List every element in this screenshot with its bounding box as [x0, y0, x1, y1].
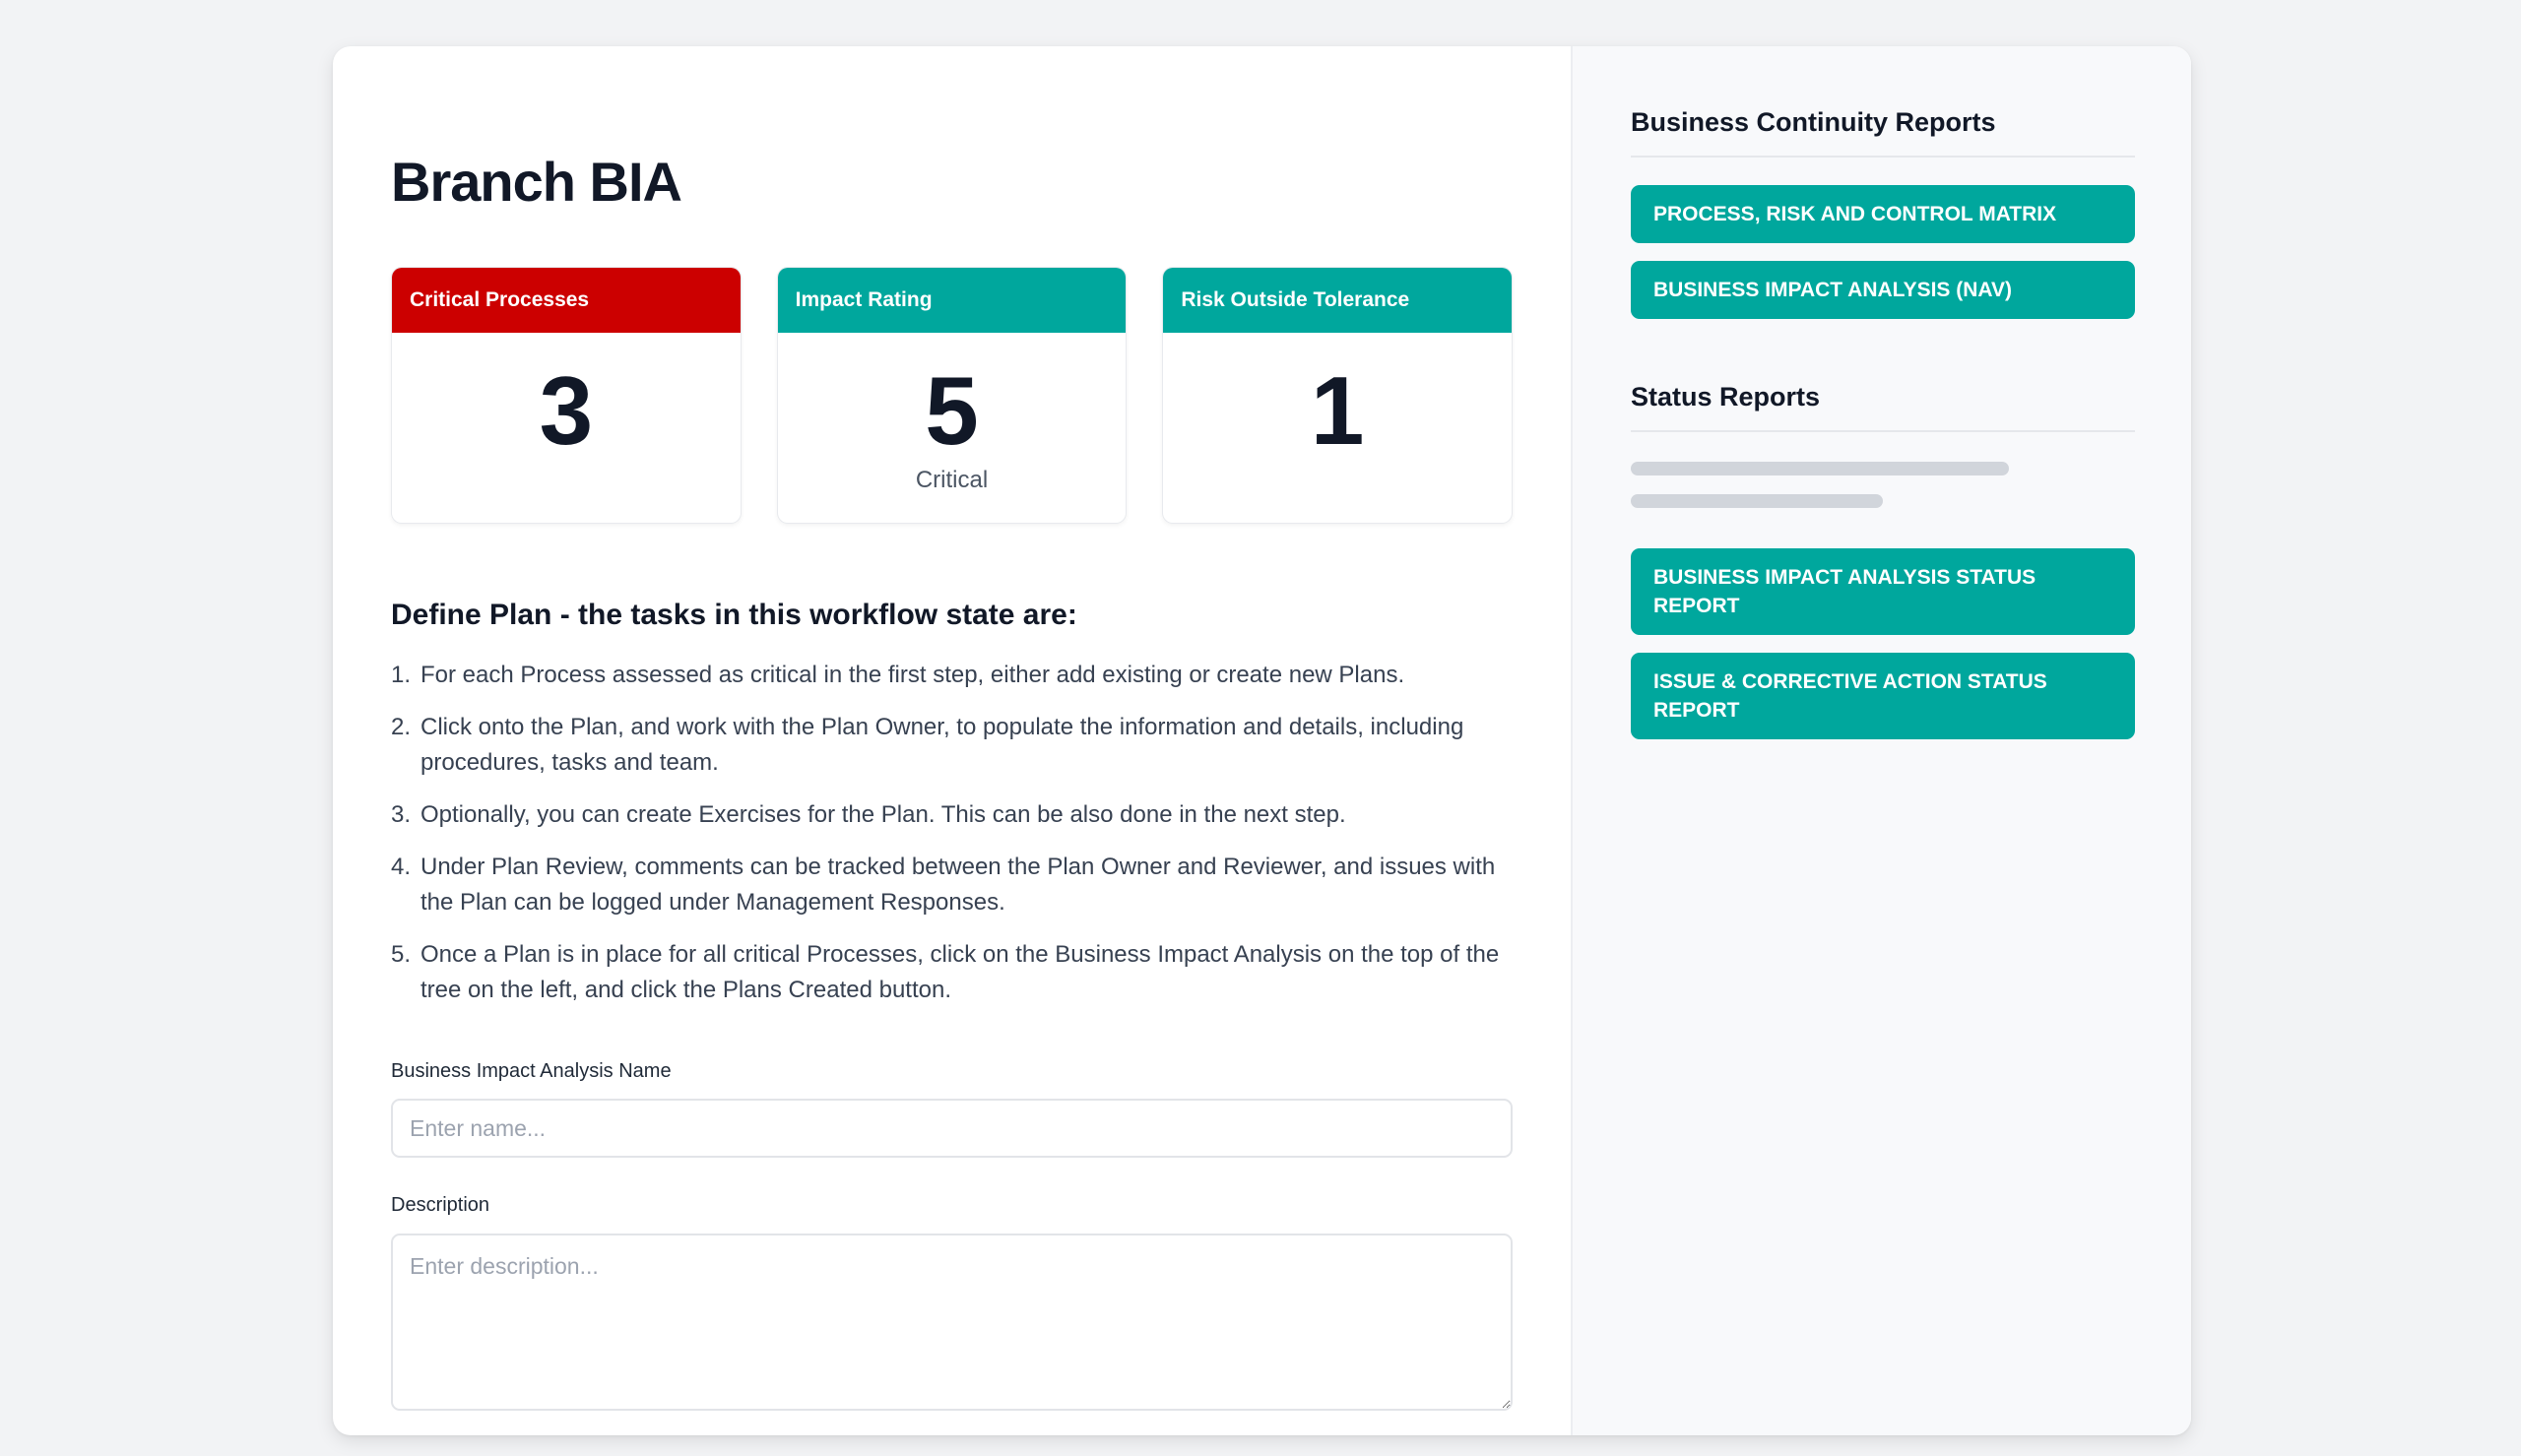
bia-name-label: Business Impact Analysis Name	[391, 1060, 672, 1082]
loading-skeleton	[1631, 462, 2135, 508]
main-panel	[333, 46, 1571, 1435]
stat-value: 1	[1310, 356, 1365, 465]
stat-card-critical-processes	[391, 267, 742, 524]
workflow-task-list	[391, 658, 1514, 1008]
stat-card-impact-rating	[777, 267, 1128, 524]
stat-header: Critical Processes	[392, 268, 741, 333]
stat-subtitle: Critical	[915, 467, 989, 493]
bia-card	[333, 46, 2191, 1435]
stat-card-risk-outside-tolerance	[1162, 267, 1513, 524]
task-item: 1. For each Process assessed as critical in the first step, either add existing or create new Plans.	[391, 662, 1405, 688]
process-risk-control-matrix-button[interactable]: PROCESS, RISK AND CONTROL MATRIX	[1631, 185, 2135, 243]
stat-header: Risk Outside Tolerance	[1163, 268, 1512, 333]
bia-name-input[interactable]	[391, 1099, 1513, 1158]
stat-value: 5	[925, 356, 979, 465]
reports-sidebar	[1571, 46, 2191, 1435]
description-textarea[interactable]	[391, 1234, 1513, 1411]
business-continuity-reports-heading: Business Continuity Reports	[1631, 107, 2135, 158]
task-item: 4. Under Plan Review, comments can be tracked between the Plan Owner and Reviewer, and issues with the Plan can be logged under Management Responses.	[391, 854, 1496, 916]
skeleton-bar	[1631, 462, 2009, 475]
stat-header: Impact Rating	[778, 268, 1127, 333]
bia-status-report-button[interactable]: BUSINESS IMPACT ANALYSIS STATUS REPORT	[1631, 548, 2135, 635]
workflow-title: Define Plan - the tasks in this workflow state are:	[391, 599, 1077, 631]
stat-cards	[391, 267, 1513, 524]
stat-value: 3	[539, 356, 594, 465]
page-title: Branch BIA	[391, 151, 681, 213]
business-impact-analysis-nav-button[interactable]: BUSINESS IMPACT ANALYSIS (NAV)	[1631, 261, 2135, 319]
continuity-report-buttons	[1631, 185, 2135, 319]
status-reports-heading: Status Reports	[1631, 382, 2135, 432]
description-label: Description	[391, 1194, 490, 1216]
status-report-buttons	[1631, 548, 2135, 739]
issue-corrective-action-status-report-button[interactable]: ISSUE & CORRECTIVE ACTION STATUS REPORT	[1631, 653, 2135, 739]
task-item: 5. Once a Plan is in place for all critical Processes, click on the Business Impact Analysis on the top of the tree on the left, and click the Plans Created button.	[391, 941, 1500, 1003]
skeleton-bar	[1631, 494, 1883, 508]
task-item: 2. Click onto the Plan, and work with the Plan Owner, to populate the information and details, including procedures, tasks and team.	[391, 714, 1464, 776]
task-item: 3. Optionally, you can create Exercises for the Plan. This can be also done in the next step.	[391, 801, 1346, 828]
